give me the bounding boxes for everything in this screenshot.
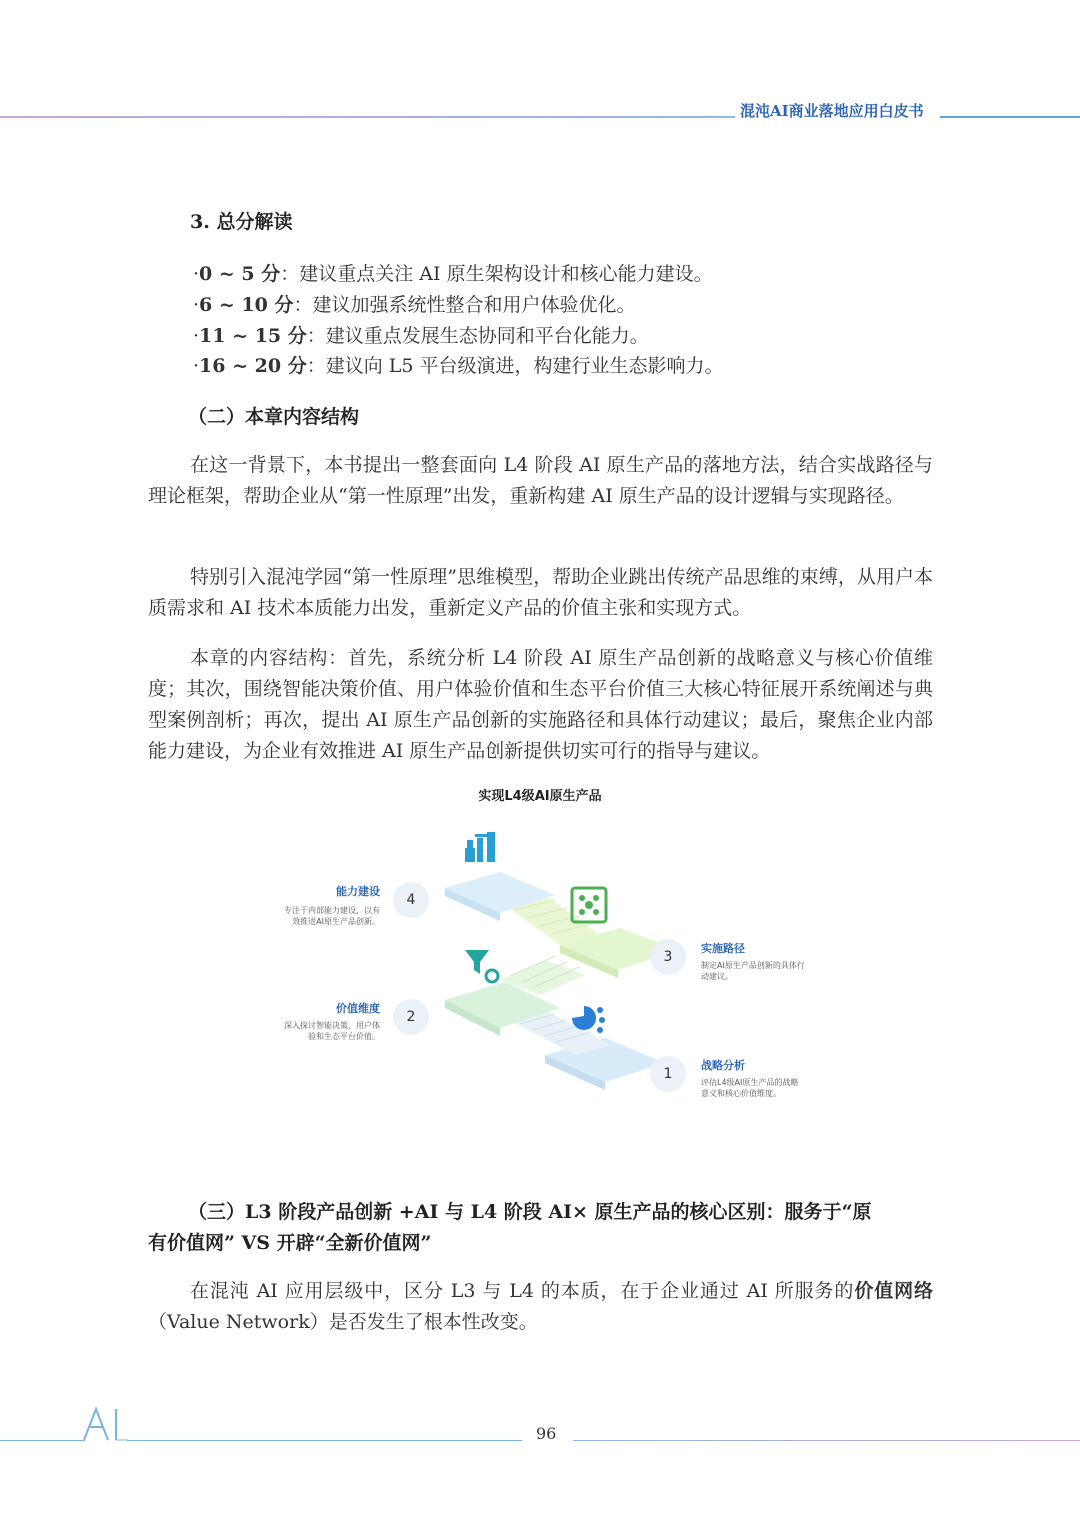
score-item: ·16 ~ 20 分：建议向 L5 平台级演进，构建行业生态影响力。: [193, 355, 724, 377]
stage-4-desc: 专注于内部能力建设，以有效推进AI原生产品创新。: [284, 906, 380, 926]
stage-3-desc: 制定AI原生产品创新的具体行动建议。: [701, 961, 805, 981]
section2-paragraph-3: 本章的内容结构：首先，系统分析 L4 阶段 AI 原生产品创新的战略意义与核心价值维度；其次，围绕智能决策价值、用户体验价值和生态平台价值三大核心特征展开系统阐述与典型案例剖析；再次，提出 AI 原生产品创新的实施路径和具体行动建议；最后，聚焦企业内部能力建设，为企业有效推进 AI 原生产品创新提供切实可行的指导与建议。: [148, 647, 933, 762]
figure-title: 实现L4级AI原生产品: [478, 789, 602, 804]
score-item: ·11 ~ 15 分：建议重点发展生态协同和平台化能力。: [193, 325, 649, 347]
footer-rule-right: [573, 1440, 1080, 1441]
footer-ai-logo: [80, 1405, 130, 1443]
score-heading: 3. 总分解读: [190, 211, 293, 233]
footer-rule-mid: [127, 1440, 522, 1441]
section3-heading-line2: 有价值网” VS 开辟“全新价值网”: [148, 1232, 432, 1254]
stage-1-desc: 评估L4级AI原生产品的战略意义和核心价值维度。: [701, 1078, 799, 1098]
footer-rule-left: [0, 1440, 85, 1441]
staircase-diagram: [0, 810, 1080, 1110]
stage-2-title: 价值维度: [336, 1002, 380, 1015]
section2-paragraph-1: 在这一背景下，本书提出一整套面向 L4 阶段 AI 原生产品的落地方法，结合实战路径与理论框架，帮助企业从“第一性原理”出发，重新构建 AI 原生产品的设计逻辑与实现路径。: [148, 454, 933, 507]
stage-3-number: 3: [650, 939, 686, 975]
section3-paragraph-1: 在混沌 AI 应用层级中，区分 L3 与 L4 的本质，在于企业通过 AI 所服务的价值网络（Value Network）是否发生了根本性改变。: [148, 1280, 933, 1333]
page-number: 96: [536, 1424, 557, 1443]
stage-2-desc: 深入探讨智能决策、用户体验和生态平台价值。: [284, 1021, 380, 1041]
stage-2-number: 2: [393, 999, 429, 1035]
stage-4-number: 4: [393, 882, 429, 918]
section2-heading: （二）本章内容结构: [188, 406, 360, 428]
section3-heading-line1: （三）L3 阶段产品创新 +AI 与 L4 阶段 AI× 原生产品的核心区别：服务于“原: [188, 1201, 872, 1223]
stage-4-title: 能力建设: [336, 885, 380, 898]
header-rule-right: [940, 116, 1080, 118]
tools-icon: [465, 832, 495, 862]
section2-paragraph-2: 特别引入混沌学园“第一性原理”思维模型，帮助企业跳出传统产品思维的束缚，从用户本质需求和 AI 技术本质能力出发，重新定义产品的价值主张和实现方式。: [148, 566, 933, 619]
stage-1-number: 1: [650, 1056, 686, 1092]
stage-3-title: 实施路径: [701, 942, 745, 955]
header-title: 混沌AI商业落地应用白皮书: [740, 102, 924, 120]
funnel-icon: [465, 950, 498, 982]
score-item: ·0 ~ 5 分：建议重点关注 AI 原生架构设计和核心能力建设。: [193, 263, 713, 285]
header-rule-left: [0, 116, 735, 118]
stage-1-title: 战略分析: [701, 1059, 745, 1072]
score-item: ·6 ~ 10 分：建议加强系统性整合和用户体验优化。: [193, 294, 636, 316]
